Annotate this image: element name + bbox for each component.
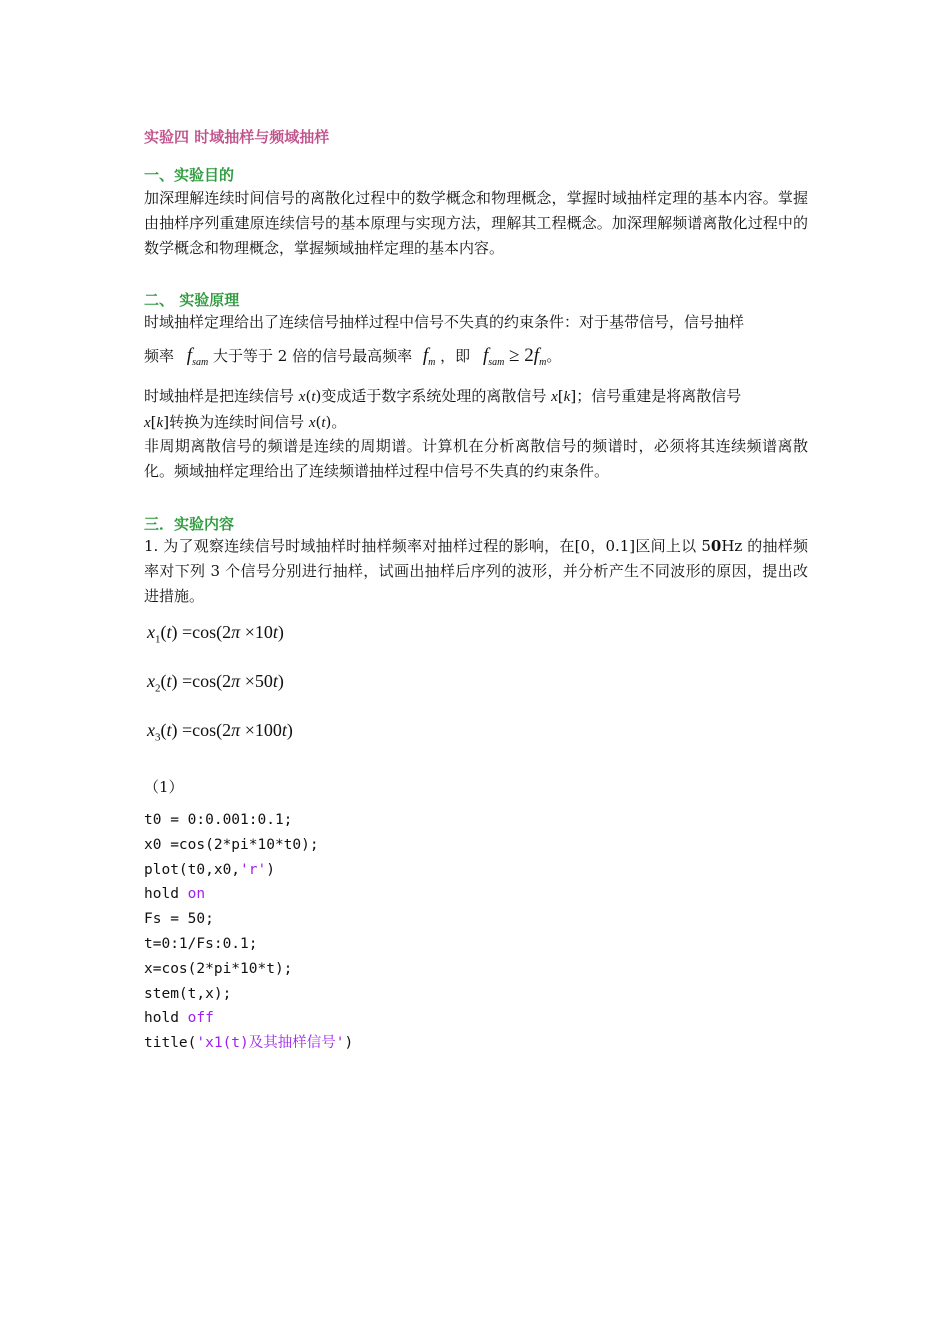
principle-paragraph-1: 时域抽样定理给出了连续信号抽样过程中信号不失真的约束条件：对于基带信号，信号抽样 频率 $f_{sam}$ 大于等于 2 倍的信号最高频率 $f_m$ ，即 $f_{sam} \ge 2f_m$。: [144, 313, 745, 368]
equation-x2: $x_2(t) =\cos(2\pi \times 50t)$: [147, 671, 284, 695]
code-line: hold off: [144, 1010, 214, 1027]
content-paragraph: 1. 为了观察连续信号时域抽样时抽样频率对抽样过程的影响，在[0，0.1]区间上以 50Hz 的抽样频率对下列 3 个信号分别进行抽样，试画出抽样后序列的波形，并分析产生不同波形的原因，提出改进措施。: [144, 537, 808, 605]
fsam-symbol: $f_{sam}$: [186, 345, 209, 368]
section-heading-purpose: 一、实验目的: [144, 166, 235, 184]
section-heading-content: 三．实验内容: [144, 515, 235, 533]
equation-x1: $x_1(t) =\cos(2\pi \times 10t)$: [147, 622, 284, 646]
principle-line-1: 时域抽样定理给出了连续信号抽样过程中信号不失真的约束条件：对于基带信号，信号抽样: [144, 313, 745, 331]
equation-x3: $x_3(t) =\cos(2\pi \times 100t)$: [147, 720, 293, 744]
code-line: hold on: [144, 886, 206, 903]
step-label: （1）: [144, 778, 184, 796]
document-title: 实验四 时域抽样与频域抽样: [144, 128, 330, 146]
code-line: title('x1(t)及其抽样信号'): [144, 1035, 354, 1052]
section-heading-principle: 二、 实验原理: [144, 291, 240, 309]
matlab-code-block: [144, 808, 353, 1056]
code-line: t=0:1/Fs:0.1;: [144, 935, 258, 952]
code-line: plot(t0,x0,'r'): [144, 861, 275, 878]
code-line: Fs = 50;: [144, 911, 214, 928]
sampling-inequality: $f_{sam} \ge 2f_m$: [482, 345, 547, 368]
code-line: stem(t,x);: [144, 985, 232, 1002]
code-line: x=cos(2*pi*10*t);: [144, 960, 293, 977]
purpose-paragraph: 加深理解连续时间信号的离散化过程中的数学概念和物理概念，掌握时域抽样定理的基本内容。掌握由抽样序列重建原连续信号的基本原理与实现方法，理解其工程概念。加深理解频谱离散化过程中的数学概念和物理概念，掌握频域抽样定理的基本内容。: [144, 189, 808, 257]
principle-paragraph-3: 非周期离散信号的频谱是连续的周期谱。计算机在分析离散信号的频谱时，必须将其连续频谱离散化。频域抽样定理给出了连续频谱抽样过程中信号不失真的约束条件。: [144, 437, 808, 480]
fm-symbol: $f_m$: [422, 345, 436, 368]
code-line: t0 = 0:0.001:0.1;: [144, 812, 293, 828]
code-line: x0 =cos(2*pi*10*t0);: [144, 836, 319, 853]
principle-paragraph-2: 时域抽样是把连续信号 x(t)变成适于数字系统处理的离散信号 x[k]；信号重建是将离散信号 x[k]转换为连续时间信号 x(t)。: [144, 387, 742, 431]
